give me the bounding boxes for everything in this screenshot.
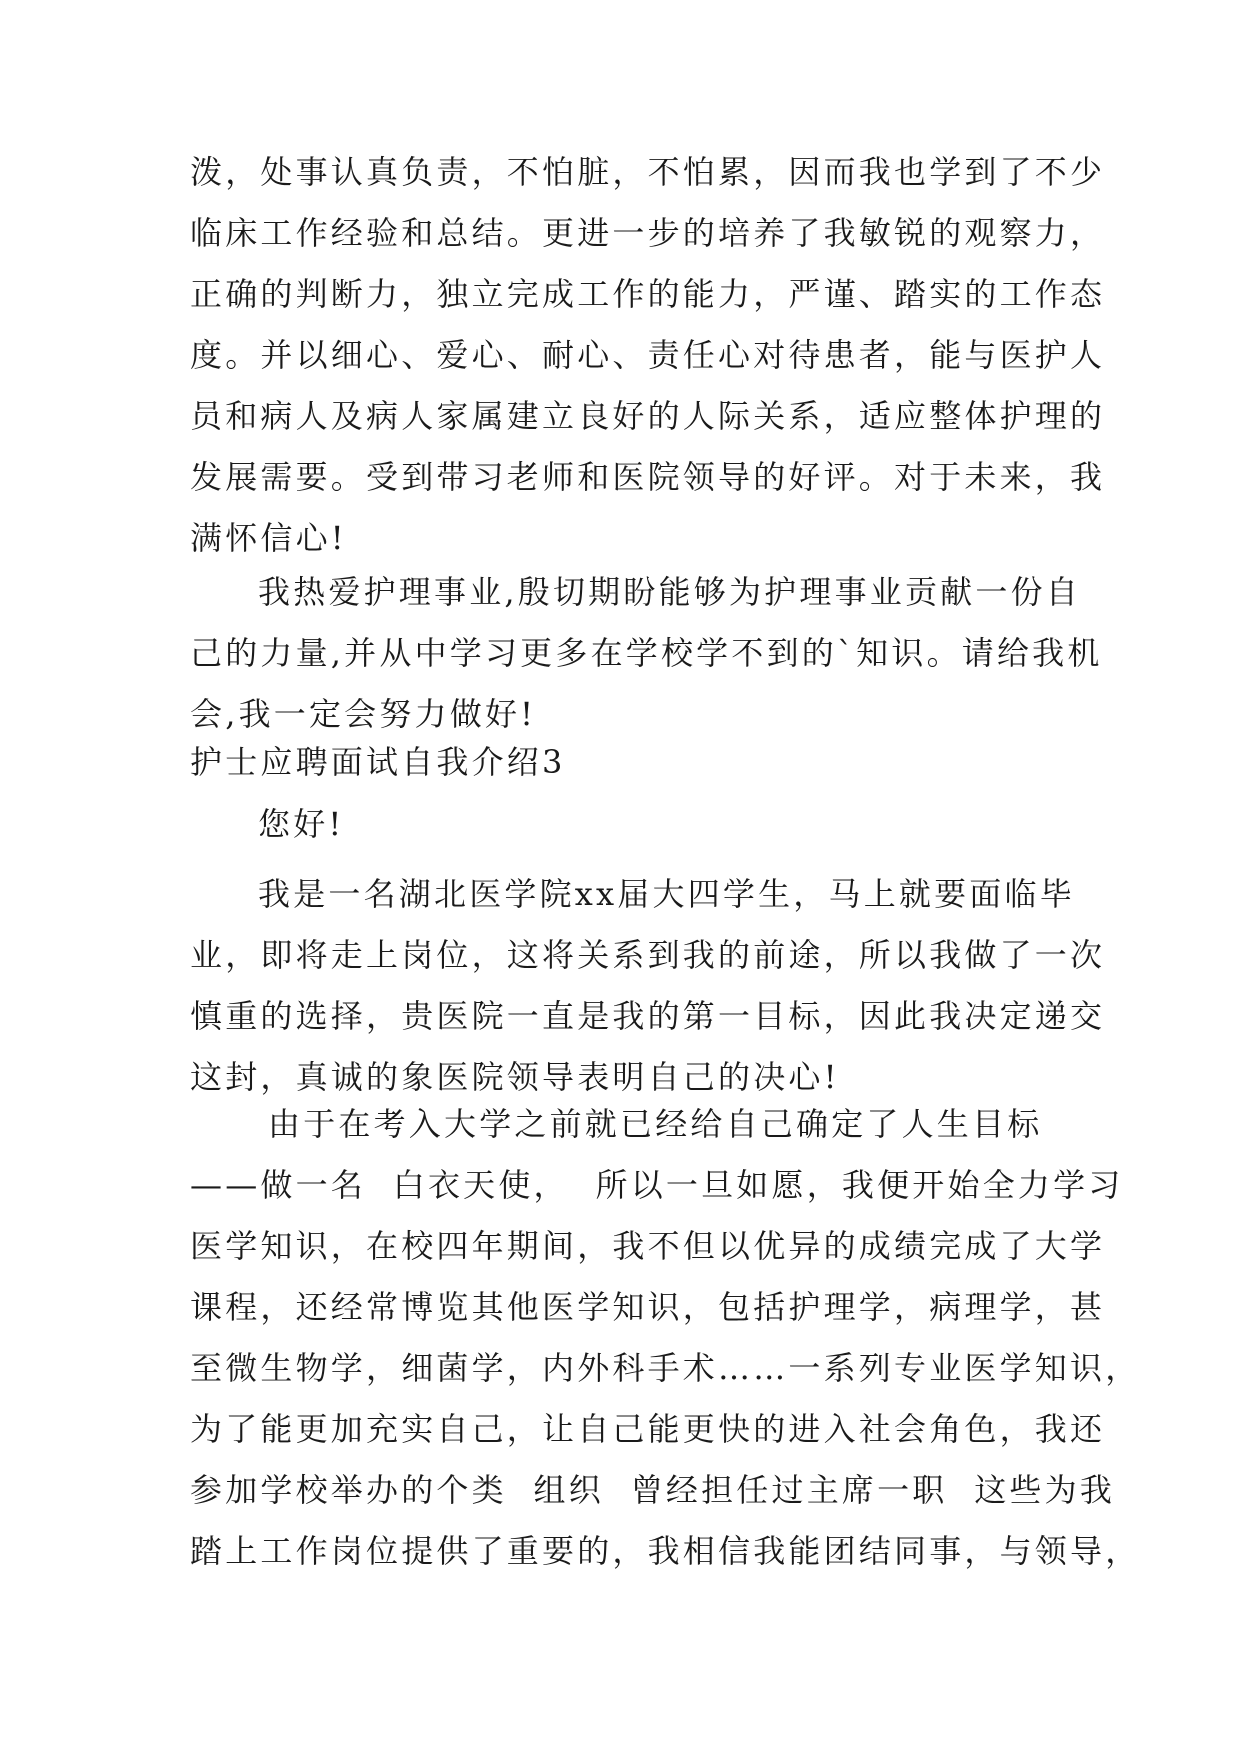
text-line: 慎重的选择，贵医院一直是我的第一目标，因此我决定递交 [190, 997, 1106, 1035]
greeting-text: 您好! [258, 805, 345, 843]
text-line: 满怀信心! [190, 519, 347, 557]
text-line: 由于在考入大学之前就已经给自己确定了人生目标 [268, 1105, 1043, 1143]
paragraph-passion [190, 562, 1103, 745]
text-line: 发展需要。受到带习老师和医院领导的好评。对于未来，我 [190, 458, 1106, 496]
text-line: 踏上工作岗位提供了重要的，我相信我能团结同事，与领导， [190, 1532, 1141, 1570]
text-line: 至微生物学，细菌学，内外科手术……一系列专业医学知识， [190, 1349, 1141, 1387]
text-line: 正确的判断力，独立完成工作的能力，严谨、踏实的工作态 [190, 275, 1106, 313]
heading-text: 护士应聘面试自我介绍3 [190, 743, 566, 781]
text-line: 泼，处事认真负责，不怕脏，不怕累，因而我也学到了不少 [190, 153, 1106, 191]
text-line: 参加学校举办的个类 组织 曾经担任过主席一职 这些为我 [190, 1471, 1116, 1509]
text-line: 度。并以细心、爱心、耐心、责任心对待患者，能与医护人 [190, 336, 1106, 374]
text-line: 员和病人及病人家属建立良好的人际关系，适应整体护理的 [190, 397, 1106, 435]
text-line: 这封，真诚的象医院领导表明自己的决心! [190, 1058, 840, 1096]
text-line: 己的力量,并从中学习更多在学校学不到的`知识。请给我机 [190, 634, 1103, 672]
paragraph-continuation [190, 142, 1106, 569]
text-line: 临床工作经验和总结。更进一步的培养了我敏锐的观察力， [190, 214, 1106, 252]
text-line: 我是一名湖北医学院xx届大四学生，马上就要面临毕 [258, 875, 1075, 913]
text-line: 会,我一定会努力做好! [190, 695, 537, 733]
text-line: ——做一名 白衣天使， 所以一旦如愿，我便开始全力学习 [190, 1166, 1124, 1204]
text-line: 为了能更加充实自己，让自己能更快的进入社会角色，我还 [190, 1410, 1106, 1448]
text-line: 业，即将走上岗位，这将关系到我的前途，所以我做了一次 [190, 936, 1106, 974]
greeting [190, 794, 1070, 855]
text-line: 我热爱护理事业,殷切期盼能够为护理事业贡献一份自 [258, 573, 1081, 611]
text-line: 医学知识，在校四年期间，我不但以优异的成绩完成了大学 [190, 1227, 1106, 1265]
text-line: 课程，还经常博览其他医学知识，包括护理学，病理学，甚 [190, 1288, 1106, 1326]
section-heading [190, 732, 1070, 793]
paragraph-intro [190, 864, 1106, 1108]
paragraph-goals [190, 1094, 1141, 1582]
